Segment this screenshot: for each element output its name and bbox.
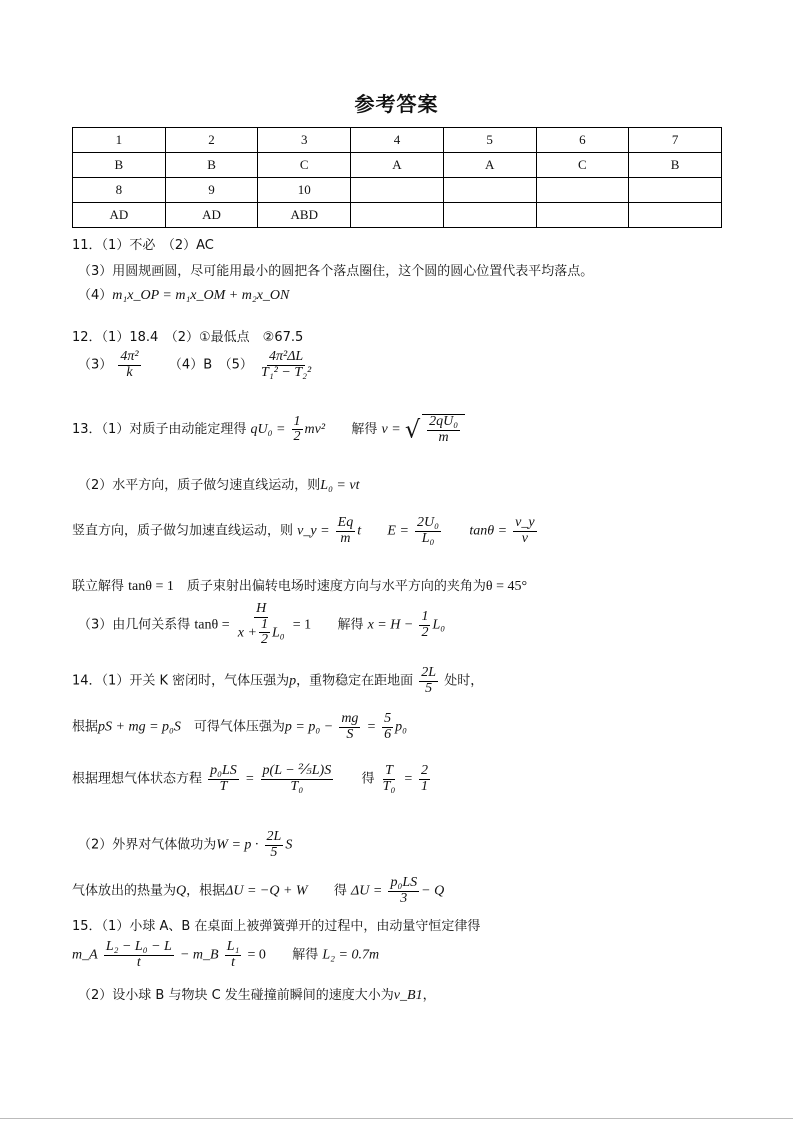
q15-text: ， xyxy=(422,988,436,1003)
fraction-numerator: L₁ xyxy=(226,939,240,954)
fraction-denominator: m xyxy=(438,429,449,445)
table-cell xyxy=(536,178,629,203)
fraction xyxy=(236,602,287,648)
formula: = 0 xyxy=(247,947,266,963)
fraction xyxy=(381,764,398,794)
q15-line-1: 15．（1）小球 A、B 在桌面上被弹簧弹开的过程中，由动量守恒定律得 xyxy=(72,919,481,934)
formula: tanθ = xyxy=(469,523,508,539)
formula: x + xyxy=(237,625,257,641)
table-cell: A xyxy=(443,153,536,178)
fraction-numerator: T xyxy=(385,763,393,778)
table-cell: B xyxy=(73,153,166,178)
fraction-numerator: mg xyxy=(341,711,359,726)
fraction-numerator: 2L xyxy=(421,665,437,680)
formula: Q xyxy=(176,883,187,899)
fraction xyxy=(388,876,419,906)
q13-line-1 xyxy=(72,414,465,445)
table-cell xyxy=(351,203,444,228)
fraction-numerator: 5 xyxy=(384,711,392,726)
q14-line-5 xyxy=(72,876,444,906)
sqrt-radicand xyxy=(422,414,465,445)
table-cell: 10 xyxy=(258,178,351,203)
fraction-denominator: T xyxy=(219,778,228,794)
formula: S xyxy=(285,837,293,853)
formula: p₀ xyxy=(395,719,408,735)
formula: v_y = xyxy=(297,523,330,539)
fraction-half xyxy=(292,415,303,445)
formula: = 1 xyxy=(292,617,312,633)
fraction xyxy=(261,764,334,794)
fraction-half xyxy=(419,610,430,640)
q14-text: 14．（1）开关 K 密闭时，气体压强为 xyxy=(72,673,290,689)
q14-line-4 xyxy=(78,830,292,860)
fraction-denominator: k xyxy=(126,364,133,380)
page-title: 参考答案 xyxy=(354,92,439,116)
formula: t xyxy=(357,523,362,539)
fraction-denominator: v xyxy=(521,530,528,546)
fraction xyxy=(225,940,242,970)
q13-text: （3）由几何关系得 xyxy=(78,617,191,633)
fraction-numerator: 1 xyxy=(293,413,301,429)
fraction xyxy=(336,516,356,546)
formula: L₀ xyxy=(432,617,446,633)
formula: L₂ = 0.7m xyxy=(322,947,380,963)
formula: W = p · xyxy=(216,837,259,853)
fraction xyxy=(415,516,441,546)
formula: x = H − xyxy=(367,617,414,633)
q14-text: （2）外界对气体做功为 xyxy=(78,837,217,853)
q13-line-5 xyxy=(78,602,445,648)
q13-text: 质子束射出偏转电场时速度方向与水平方向的夹角为 xyxy=(173,579,486,594)
formula: m_A xyxy=(72,947,98,963)
fraction xyxy=(339,712,360,742)
formula: − Q xyxy=(421,883,445,899)
q12-fraction-5 xyxy=(259,350,313,380)
formula: L₀ = vt xyxy=(320,478,360,493)
formula: E = xyxy=(387,523,409,539)
table-cell: 9 xyxy=(165,178,258,203)
fraction-numerator: p(L − ⅖L)S xyxy=(262,763,332,778)
fraction-denominator: 1 xyxy=(421,778,429,794)
table-cell: 5 xyxy=(443,128,536,153)
q13-text: （2）水平方向，质子做匀速直线运动，则 xyxy=(78,478,321,493)
formula: p = p₀ − xyxy=(284,719,334,735)
formula: tanθ = xyxy=(194,617,230,633)
table-cell: B xyxy=(165,153,258,178)
q14-text: 可得气体压强为 xyxy=(180,719,285,735)
fraction-denominator: 3 xyxy=(400,890,408,906)
fraction-numerator: 2U₀ xyxy=(417,515,440,530)
table-row xyxy=(73,128,722,153)
table-cell: 7 xyxy=(629,128,722,153)
fraction-denominator: 5 xyxy=(270,844,278,860)
fraction xyxy=(104,940,174,970)
q14-line-2 xyxy=(72,712,407,742)
q14-text: 根据 xyxy=(72,719,99,735)
q13-text: 13．（1）对质子由动能定理得 xyxy=(72,422,247,438)
fraction-denominator: T₀ xyxy=(382,778,396,794)
table-row xyxy=(73,178,722,203)
fraction-denominator xyxy=(236,618,287,648)
q14-text: 根据理想气体状态方程 xyxy=(72,771,203,787)
q14-line-1 xyxy=(72,666,483,696)
q13-text: 联立解得 xyxy=(72,579,125,594)
formula: − m_B xyxy=(179,947,219,963)
fraction-numerator: 2qU₀ xyxy=(429,414,459,429)
fraction-numerator: 1 xyxy=(260,616,268,632)
solve-label: 解得 xyxy=(292,947,319,963)
table-cell: 1 xyxy=(73,128,166,153)
fraction xyxy=(513,516,536,546)
fraction-denominator: T₁² − T₂² xyxy=(261,364,312,380)
q15-line-2 xyxy=(72,940,379,970)
q12-part3-label: （3） xyxy=(78,357,113,373)
fraction xyxy=(427,415,460,445)
formula: v = xyxy=(381,422,401,438)
fraction-numerator: v_y xyxy=(515,515,535,530)
table-cell: C xyxy=(536,153,629,178)
q11-line-2: （3）用圆规画圆，尽可能用最小的圆把各个落点圈住，这个圆的圆心位置代表平均落点。 xyxy=(78,264,594,279)
table-row xyxy=(73,203,722,228)
fraction-denominator: 6 xyxy=(384,726,392,742)
table-cell xyxy=(536,203,629,228)
formula: pS + mg = p₀S xyxy=(98,719,181,735)
table-cell: B xyxy=(629,153,722,178)
q12-fraction-3 xyxy=(118,350,140,380)
fraction xyxy=(265,830,284,860)
formula: = xyxy=(244,771,255,787)
table-cell: 2 xyxy=(165,128,258,153)
fraction-denominator: S xyxy=(346,726,354,742)
formula: ΔU = xyxy=(351,883,383,899)
q12-line-1: 12．（1）18.4 （2）①最低点 ②67.5 xyxy=(72,330,304,345)
q15-line-3 xyxy=(78,984,436,1004)
table-cell: AD xyxy=(165,203,258,228)
fraction-denominator: T₀ xyxy=(290,778,304,794)
formula: qU₀ = xyxy=(250,422,286,438)
q12-line-2 xyxy=(78,350,315,380)
page-bottom-divider xyxy=(0,1118,793,1119)
solve-label: 解得 xyxy=(351,422,378,438)
fraction-numerator: 4π² xyxy=(120,349,139,364)
table-cell xyxy=(629,178,722,203)
fraction-denominator: 5 xyxy=(425,680,433,696)
fraction-numerator: p₀LS xyxy=(390,875,418,890)
table-cell xyxy=(351,178,444,203)
fraction-denominator: m xyxy=(340,530,351,546)
table-cell xyxy=(443,178,536,203)
q14-text: 得 xyxy=(361,771,375,787)
q14-text: ，重物稳定在距地面 xyxy=(296,673,414,689)
fraction-numerator: 1 xyxy=(421,608,429,624)
q15-text: （2）设小球 B 与物块 C 发生碰撞前瞬间的速度大小为 xyxy=(78,988,394,1003)
formula: p xyxy=(289,673,297,689)
q13-line-2 xyxy=(78,474,360,494)
q12-part45-label: （4）B （5） xyxy=(168,357,253,373)
table-cell: 6 xyxy=(536,128,629,153)
formula: L₀ xyxy=(271,625,285,641)
fraction-denominator: t xyxy=(231,954,235,970)
fraction-denominator: 2 xyxy=(293,429,301,445)
q13-line-3 xyxy=(72,516,539,546)
table-cell: 4 xyxy=(351,128,444,153)
formula: v_B1 xyxy=(393,988,423,1003)
fraction-denominator: t xyxy=(136,954,141,970)
answer-table xyxy=(72,127,722,228)
formula: = xyxy=(403,771,413,787)
fraction xyxy=(419,666,438,696)
table-cell: A xyxy=(351,153,444,178)
fraction-denominator: L₀ xyxy=(421,530,435,546)
table-cell xyxy=(443,203,536,228)
table-cell: 8 xyxy=(73,178,166,203)
table-cell xyxy=(629,203,722,228)
fraction-numerator: Eq xyxy=(337,515,354,530)
fraction-denominator: 2 xyxy=(421,624,429,640)
q11-formula: m₁x_OP = m₁x_OM + m₂x_ON xyxy=(112,288,290,303)
fraction-half xyxy=(259,618,270,648)
fraction-numerator: 2L xyxy=(266,829,282,844)
q14-line-3 xyxy=(72,764,432,794)
fraction-numerator: p₀LS xyxy=(210,763,237,778)
table-row xyxy=(73,153,722,178)
formula: mv² xyxy=(304,422,326,438)
fraction-numerator: L₂ − L₀ − L xyxy=(105,939,172,954)
formula: = xyxy=(366,719,377,735)
fraction-numerator: H xyxy=(256,601,267,616)
q11-line-3 xyxy=(78,284,289,304)
sqrt-icon: √ xyxy=(404,415,421,444)
fraction xyxy=(208,764,239,794)
fraction-denominator: 2 xyxy=(260,632,268,648)
table-cell: ABD xyxy=(258,203,351,228)
formula: θ = 45° xyxy=(485,579,528,594)
table-cell: 3 xyxy=(258,128,351,153)
formula: ΔU = −Q + W xyxy=(225,883,308,899)
q14-text: 处时， xyxy=(444,673,484,689)
table-cell: C xyxy=(258,153,351,178)
q14-text: ，根据 xyxy=(186,883,226,899)
table-cell: AD xyxy=(73,203,166,228)
q11-line-3-prefix: （4） xyxy=(78,288,113,303)
solve-label: 解得 xyxy=(337,617,364,633)
q11-line-1: 11．（1）不必 （2）AC xyxy=(72,238,214,253)
fraction xyxy=(419,764,430,794)
fraction-numerator: 2 xyxy=(421,763,429,778)
formula: tanθ = 1 xyxy=(128,579,174,594)
q14-text: 气体放出的热量为 xyxy=(72,883,177,899)
fraction-numerator: 4π²ΔL xyxy=(269,349,304,364)
fraction xyxy=(382,712,393,742)
q13-text: 竖直方向，质子做匀加速直线运动，则 xyxy=(72,523,294,539)
q14-text: 得 xyxy=(333,883,347,899)
q13-line-4 xyxy=(72,575,527,595)
